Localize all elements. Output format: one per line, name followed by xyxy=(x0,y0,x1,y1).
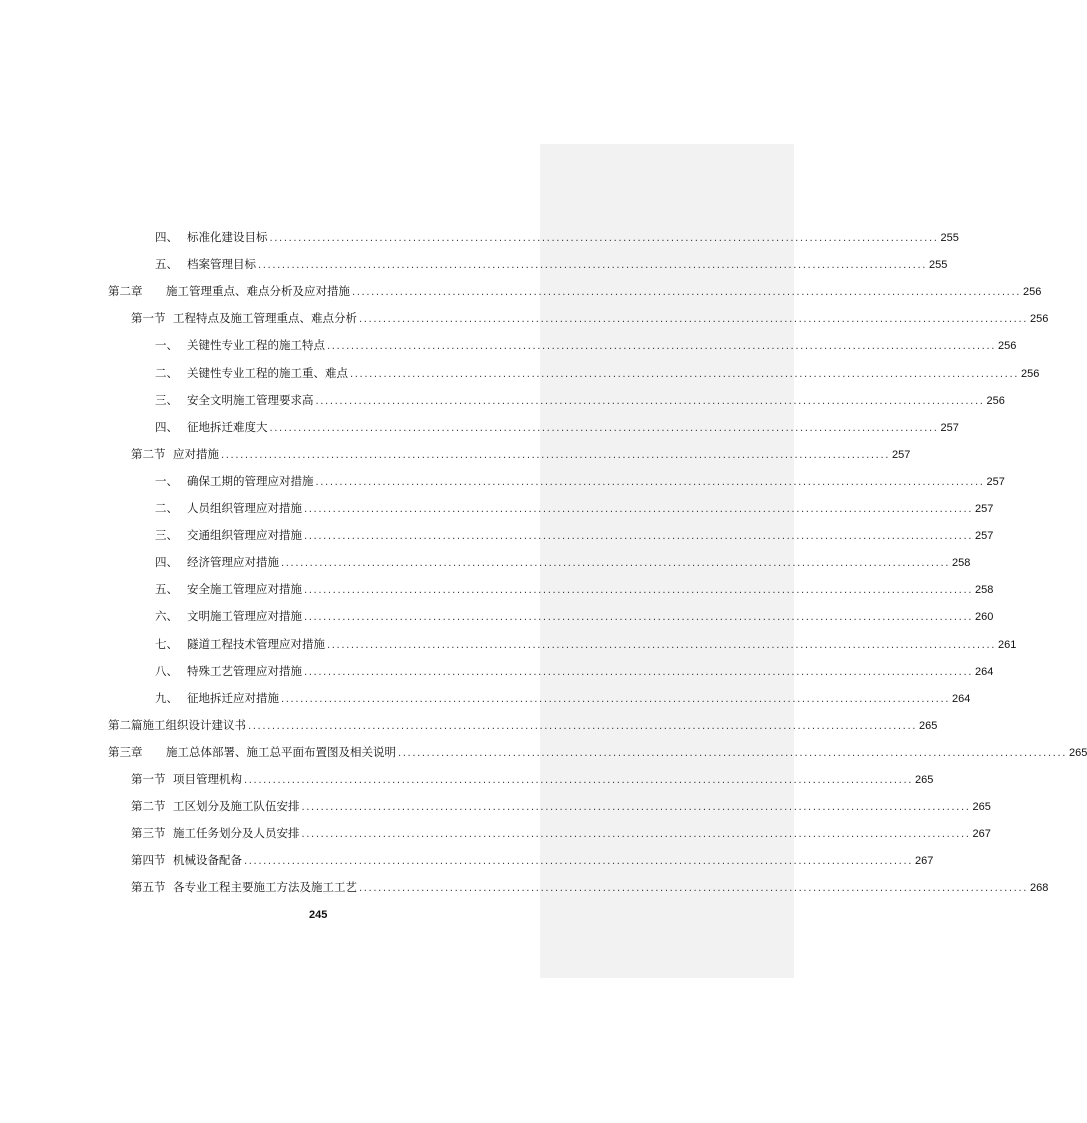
toc-entry-section[interactable] xyxy=(131,796,991,816)
toc-entry-page: 268 xyxy=(1030,882,1049,895)
toc-dot-leader: ............................................................................................................................................ xyxy=(301,829,971,841)
toc-entry-section[interactable] xyxy=(131,308,1049,328)
toc-entry-title: 各专业工程主要施工方法及施工工艺 xyxy=(173,880,357,895)
toc-entry-number: 九、 xyxy=(155,690,178,705)
toc-entry-title: 安全文明施工管理要求高 xyxy=(187,392,314,407)
toc-dot-leader: ............................................................................................................................................ xyxy=(327,341,997,353)
toc-entry-number: 第三章 xyxy=(108,744,143,759)
toc-entry-page: 267 xyxy=(972,828,991,841)
toc-dot-leader: ............................................................................................................................................ xyxy=(359,314,1029,326)
toc-entry-item[interactable] xyxy=(155,552,971,572)
toc-entry-number: 一、 xyxy=(155,338,178,353)
toc-entry-title: 隧道工程技术管理应对措施 xyxy=(187,636,325,651)
toc-entry-page: 257 xyxy=(975,503,994,515)
toc-dot-leader: ............................................................................................................................................ xyxy=(315,395,985,407)
toc-entry-section[interactable] xyxy=(131,444,911,464)
toc-entry-section[interactable] xyxy=(131,850,934,870)
toc-dot-leader: ............................................................................................................................................ xyxy=(352,287,1022,299)
toc-entry-number: 五、 xyxy=(155,582,178,597)
toc-dot-leader: ............................................................................................................................................ xyxy=(248,720,918,732)
toc-dot-leader: ............................................................................................................................................ xyxy=(244,856,914,868)
toc-entry-number: 第四节 xyxy=(131,853,166,868)
toc-entry-section[interactable] xyxy=(131,769,934,789)
toc-entry-title: 交通组织管理应对措施 xyxy=(187,528,302,543)
toc-entry-page: 258 xyxy=(975,584,994,597)
toc-entry-number: 一、 xyxy=(155,473,178,488)
toc-entry-item[interactable] xyxy=(155,525,994,545)
toc-entry-number: 第二节 xyxy=(131,446,166,461)
toc-entry-title: 安全施工管理应对措施 xyxy=(187,582,302,597)
toc-dot-leader: ............................................................................................................................................ xyxy=(304,504,974,515)
toc-entry-item[interactable] xyxy=(155,471,1005,491)
toc-entry-item[interactable] xyxy=(155,661,994,681)
toc-dot-leader: ............................................................................................................................................ xyxy=(304,531,974,543)
toc-entry-page: 265 xyxy=(1069,746,1087,759)
toc-entry-item[interactable] xyxy=(155,227,959,247)
toc-entry-number: 第三节 xyxy=(131,826,166,841)
toc-entry-title: 项目管理机构 xyxy=(173,772,242,786)
toc-entry-number: 二、 xyxy=(155,365,178,380)
toc-entry-page: 265 xyxy=(915,774,934,786)
toc-entry-number: 第二节 xyxy=(131,799,166,814)
toc-entry-number: 三、 xyxy=(155,392,178,407)
toc-entry-page: 256 xyxy=(1030,313,1049,326)
toc-entry-item[interactable] xyxy=(155,579,994,599)
toc-entry-page: 256 xyxy=(1023,286,1042,299)
toc-entry-number: 六、 xyxy=(155,609,178,624)
toc-entry-number: 第一节 xyxy=(131,311,166,326)
toc-dot-leader: ............................................................................................................................................ xyxy=(327,639,997,651)
toc-entry-title: 施工总体部署、施工总平面布置图及相关说明 xyxy=(166,744,396,759)
toc-entry-number: 七、 xyxy=(155,636,178,651)
toc-dot-leader: ............................................................................................................................................ xyxy=(304,666,974,678)
toc-dot-leader: ............................................................................................................................................ xyxy=(315,476,985,488)
toc-dot-leader: ............................................................................................................................................ xyxy=(258,260,928,272)
toc-dot-leader: ............................................................................................................................................ xyxy=(350,368,1020,380)
toc-entry-title: 施工管理重点、难点分析及应对措施 xyxy=(166,284,350,299)
toc-entry-number: 第一节 xyxy=(131,772,166,786)
toc-entry-title: 应对措施 xyxy=(173,446,219,461)
toc-entry-title: 人员组织管理应对措施 xyxy=(187,501,302,515)
toc-entry-page: 257 xyxy=(975,530,994,543)
toc-dot-leader: ............................................................................................................................................ xyxy=(281,693,951,705)
toc-dot-leader: ............................................................................................................................................ xyxy=(304,585,974,597)
toc-entry-section[interactable] xyxy=(131,823,991,843)
toc-entry-number: 五、 xyxy=(155,257,178,272)
toc-entry-page: 265 xyxy=(972,801,991,814)
toc-dot-leader: ............................................................................................................................................ xyxy=(359,883,1029,895)
toc-entry-item[interactable] xyxy=(155,606,994,626)
toc-entry-page: 261 xyxy=(998,638,1017,651)
toc-entry-page: 256 xyxy=(986,394,1005,407)
toc-entry-item[interactable] xyxy=(155,335,1017,355)
page-number: 245 xyxy=(309,909,328,921)
toc-dot-leader: ............................................................................................................................................ xyxy=(269,233,939,244)
toc-entry-title: 征地拆迁难度大 xyxy=(187,419,268,434)
toc-entry-number: 四、 xyxy=(155,419,178,434)
toc-entry-page: 264 xyxy=(952,692,971,705)
toc-entry-title: 工区划分及施工队伍安排 xyxy=(173,799,300,814)
toc-entry-number: 四、 xyxy=(155,230,178,244)
toc-entry-page: 256 xyxy=(998,340,1017,353)
toc-entry-item[interactable] xyxy=(155,634,1017,654)
toc-entry-chapter[interactable] xyxy=(108,281,1042,301)
toc-entry-page: 257 xyxy=(940,421,959,434)
toc-entry-item[interactable] xyxy=(155,688,971,708)
toc-entry-page: 257 xyxy=(986,475,1005,488)
toc-entry-page: 260 xyxy=(975,611,994,624)
toc-entry-title: 施工任务划分及人员安排 xyxy=(173,826,300,841)
toc-entry-chapter[interactable] xyxy=(108,742,1087,762)
toc-entry-title: 确保工期的管理应对措施 xyxy=(187,473,314,488)
toc-entry-title: 第二篇施工组织设计建议书 xyxy=(108,717,246,732)
toc-dot-leader: ............................................................................................................................................ xyxy=(301,802,971,814)
toc-entry-title: 特殊工艺管理应对措施 xyxy=(187,663,302,678)
toc-entry-title: 标准化建设目标 xyxy=(187,230,268,244)
toc-entry-number: 八、 xyxy=(155,663,178,678)
toc-entry-page: 255 xyxy=(940,232,959,244)
toc-entry-title: 关键性专业工程的施工特点 xyxy=(187,338,325,353)
toc-entry-number: 二、 xyxy=(155,501,178,515)
toc-entry-item[interactable] xyxy=(155,417,959,437)
toc-entry-title: 文明施工管理应对措施 xyxy=(187,609,302,624)
toc-entry-section[interactable] xyxy=(131,877,1049,897)
toc-entry-title: 经济管理应对措施 xyxy=(187,555,279,570)
toc-entry-title: 工程特点及施工管理重点、难点分析 xyxy=(173,311,357,326)
toc-entry-page: 267 xyxy=(915,855,934,868)
toc-entry-number: 第二章 xyxy=(108,284,143,299)
toc-entry-title: 档案管理目标 xyxy=(187,257,256,272)
toc-dot-leader: ............................................................................................................................................ xyxy=(281,558,951,570)
toc-entry-part[interactable] xyxy=(108,715,938,735)
toc-dot-leader: ............................................................................................................................................ xyxy=(398,747,1068,759)
toc-entry-title: 征地拆迁应对措施 xyxy=(187,690,279,705)
toc-entry-page: 264 xyxy=(975,665,994,678)
toc-entry-title: 机械设备配备 xyxy=(173,853,242,868)
toc-entry-page: 256 xyxy=(1021,367,1040,380)
toc-dot-leader: ............................................................................................................................................ xyxy=(269,422,939,434)
toc-entry-number: 四、 xyxy=(155,555,178,570)
toc-entry-page: 258 xyxy=(952,557,971,570)
toc-entry-item[interactable] xyxy=(155,363,1040,383)
toc-entry-item[interactable] xyxy=(155,254,948,274)
toc-entry-number: 第五节 xyxy=(131,880,166,895)
toc-dot-leader: ............................................................................................................................................ xyxy=(244,775,914,786)
toc-entry-page: 255 xyxy=(929,259,948,272)
toc-entry-page: 265 xyxy=(919,719,938,732)
toc-entry-item[interactable] xyxy=(155,498,994,518)
toc-dot-leader: ............................................................................................................................................ xyxy=(304,612,974,624)
toc-entry-number: 三、 xyxy=(155,528,178,543)
toc-dot-leader: ............................................................................................................................................ xyxy=(221,449,891,461)
toc-entry-title: 关键性专业工程的施工重、难点 xyxy=(187,365,348,380)
toc-entry-item[interactable] xyxy=(155,390,1005,410)
toc-entry-page: 257 xyxy=(892,448,911,461)
